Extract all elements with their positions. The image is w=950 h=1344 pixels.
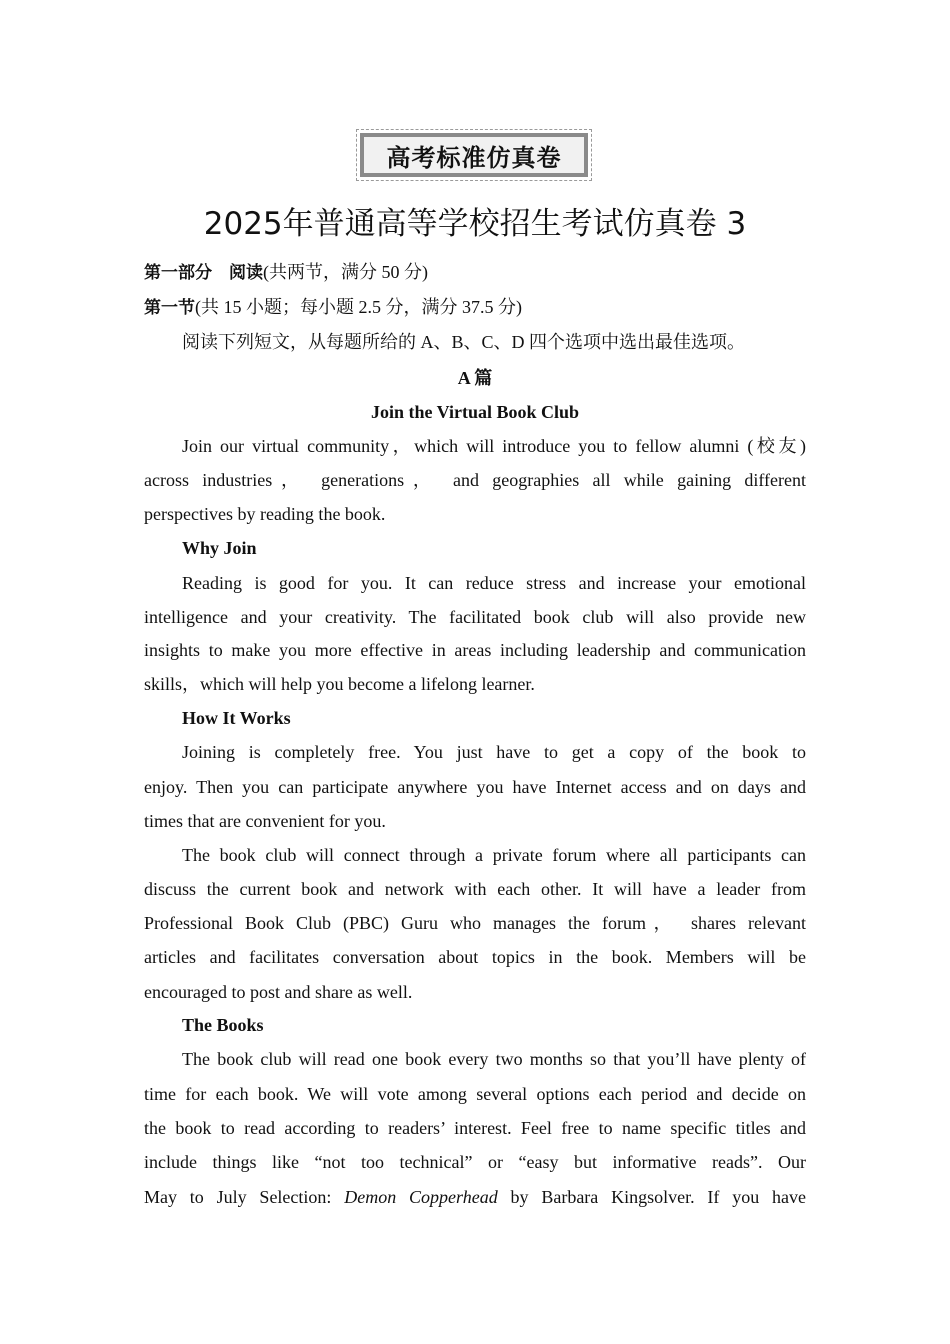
paragraph-line: the book to read according to readers’ interest. Feel free to name specific titles and <box>144 1118 806 1138</box>
paragraph-line: Join our virtual community，which will introduce you to fellow alumni (校友) <box>182 436 806 456</box>
page-title: 2025年普通高等学校招生考试仿真卷 3 <box>203 206 747 242</box>
paragraph-line: perspectives by reading the book. <box>144 504 386 524</box>
text-segment: by Barbara Kingsolver. If you have <box>497 1187 806 1207</box>
subheading-why-join: Why Join <box>182 538 257 558</box>
passage-title: Join the Virtual Book Club <box>370 402 580 422</box>
part-heading <box>144 255 806 290</box>
paragraph-line: across industries， generations， and geographies all while gaining different <box>144 470 806 490</box>
paragraph-line: include things like “not too technical” or “easy but informative reads”. Our <box>144 1152 806 1172</box>
paragraph-line: The book club will connect through a private forum where all participants can <box>182 845 806 865</box>
paragraph-line: encouraged to post and share as well. <box>144 982 413 1002</box>
paragraph-line: time for each book. We will vote among several options each period and decide on <box>144 1084 806 1104</box>
subheading-how-it-works: How It Works <box>182 708 291 728</box>
paragraph-line: Reading is good for you. It can reduce stress and increase your emotional <box>182 573 806 593</box>
paragraph-line: times that are convenient for you. <box>144 811 386 831</box>
part-detail: (共两节，满分 50 分) <box>263 262 428 282</box>
part-label: 第一部分 阅读 <box>144 263 263 283</box>
paragraph-line: Joining is completely free. You just have to get a copy of the book to <box>182 742 806 762</box>
paragraph-line: intelligence and your creativity. The facilitated book club will also provide new <box>144 607 806 627</box>
paragraph-line: discuss the current book and network with each other. It will have a leader from <box>144 879 806 899</box>
paragraph-line: skills，which will help you become a lifelong learner. <box>144 674 535 694</box>
exam-badge: 高考标准仿真卷 <box>360 133 588 177</box>
section-detail: (共 15 小题；每小题 2.5 分，满分 37.5 分) <box>195 297 522 317</box>
paragraph-line: enjoy. Then you can participate anywhere you have Internet access and on days and <box>144 777 806 797</box>
paragraph-line: articles and facilitates conversation about topics in the book. Members will be <box>144 947 806 967</box>
paragraph-line: The book club will read one book every two months so that you’ll have plenty of <box>182 1049 806 1069</box>
book-title: Demon Copperhead <box>344 1187 498 1207</box>
text-segment: May to July Selection: <box>144 1187 345 1207</box>
instruction: 阅读下列短文，从每题所给的 A、B、C、D 四个选项中选出最佳选项。 <box>182 332 746 352</box>
paragraph-line-last <box>144 1180 806 1214</box>
subheading-the-books: The Books <box>182 1015 264 1035</box>
section-label: 第一节 <box>144 298 195 318</box>
passage-label: A 篇 <box>457 368 493 388</box>
exam-badge-frame <box>356 129 592 181</box>
section-heading <box>144 290 806 325</box>
paragraph-line: Professional Book Club (PBC) Guru who manages the forum， shares relevant <box>144 913 806 933</box>
paragraph-line: insights to make you more effective in areas including leadership and communication <box>144 640 806 660</box>
